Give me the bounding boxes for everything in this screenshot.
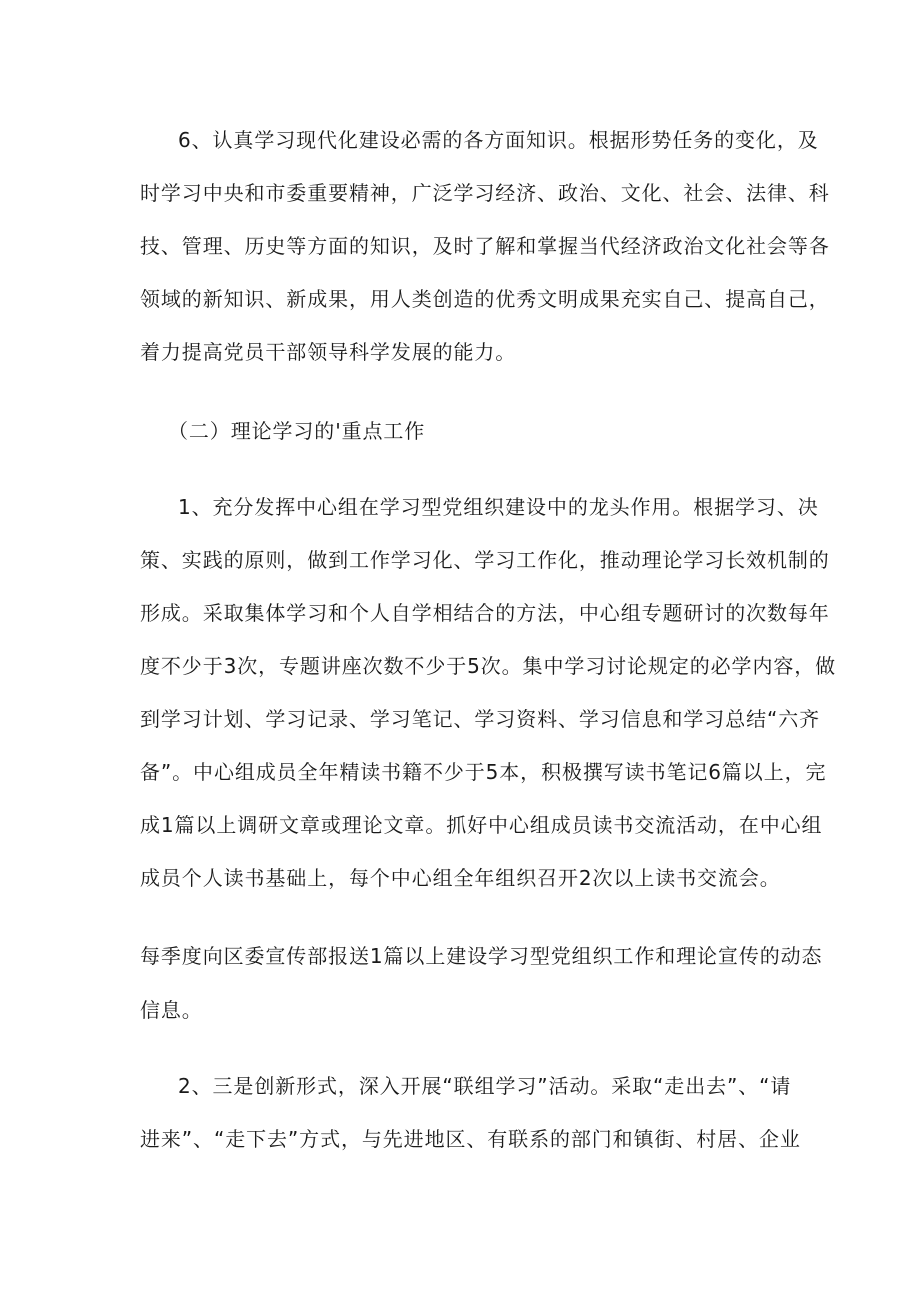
- text-line: 1、充分发挥中心组在学习型党组织建设中的龙头作用。根据学习、决: [178, 495, 819, 519]
- text-line: 备”。中心组成员全年精读书籍不少于5本，积极撰写读书笔记6篇以上，完: [140, 760, 827, 784]
- text-line: 信息。: [140, 998, 203, 1022]
- text-line: 领域的新知识、新成果，用人类创造的优秀文明成果充实自己、提高自己，: [140, 287, 830, 311]
- text-line: 技、管理、历史等方面的知识，及时了解和掌握当代经济政治文化社会等各: [140, 234, 830, 258]
- section-heading: （二）理论学习的'重点工作: [168, 419, 426, 443]
- text-line: 时学习中央和市委重要精神，广泛学习经济、政治、文化、社会、法律、科: [140, 181, 830, 205]
- text-line: 进来”、“走下去”方式，与先进地区、有联系的部门和镇街、村居、企业: [140, 1127, 801, 1151]
- text-line: 度不少于3次，专题讲座次数不少于5次。集中学习讨论规定的必学内容，做: [140, 654, 837, 678]
- text-line: 策、实践的原则，做到工作学习化、学习工作化，推动理论学习长效机制的: [140, 548, 830, 572]
- text-line: 2、三是创新形式，深入开展“联组学习”活动。采取“走出去”、“请: [178, 1074, 792, 1098]
- text-line: 成员个人读书基础上，每个中心组全年组织召开2次以上读书交流会。: [140, 866, 781, 890]
- text-line: 每季度向区委宣传部报送1篇以上建设学习型党组织工作和理论宣传的动态: [140, 944, 823, 968]
- text-line: 6、认真学习现代化建设必需的各方面知识。根据形势任务的变化，及: [178, 128, 819, 152]
- text-line: 形成。采取集体学习和个人自学相结合的方法，中心组专题研讨的次数每年: [140, 601, 830, 625]
- text-line: 成1篇以上调研文章或理论文章。抓好中心组成员读书交流活动，在中心组: [140, 813, 823, 837]
- text-line: 到学习计划、学习记录、学习笔记、学习资料、学习信息和学习总结“六齐: [140, 707, 821, 731]
- text-line: 着力提高党员干部领导科学发展的能力。: [140, 340, 517, 364]
